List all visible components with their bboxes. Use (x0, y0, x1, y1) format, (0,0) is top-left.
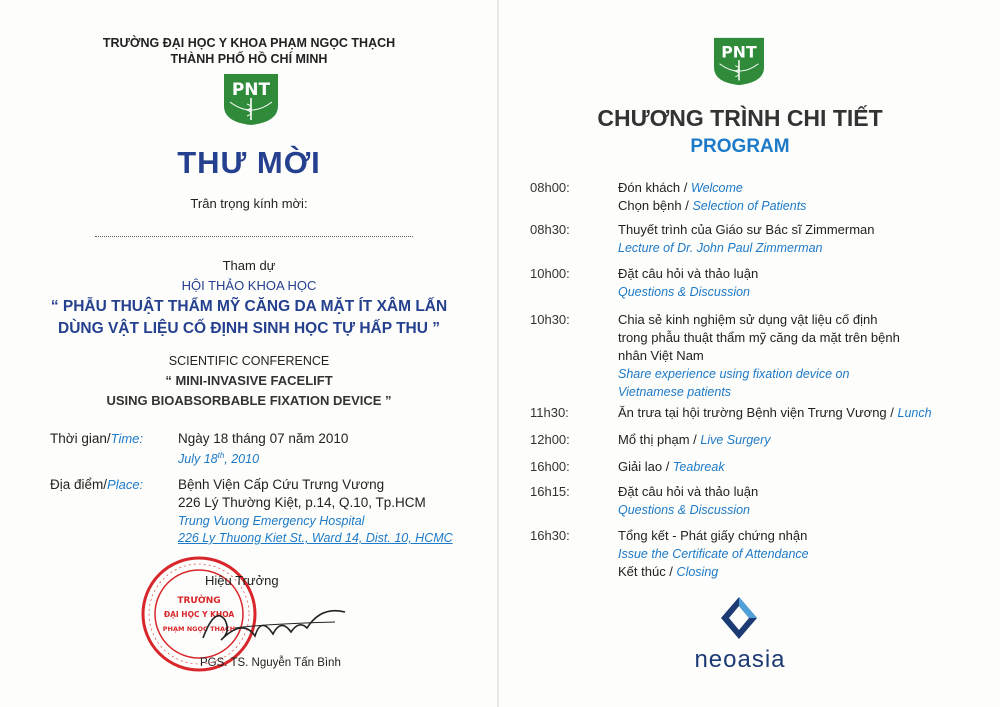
schedule-text-vn: Giải lao / (618, 459, 673, 474)
schedule-time: 10h00: (530, 266, 570, 281)
schedule-text-en: Questions & Discussion (618, 503, 751, 517)
schedule-text-vn: Mổ thị phạm / (618, 432, 701, 447)
schedule-text-en: Welcome (691, 181, 743, 195)
schedule-text-en: Live Surgery (700, 433, 771, 447)
letter-title: THƯ MỜI (177, 145, 321, 180)
schedule-line (618, 266, 758, 281)
topic-en-line2: USING BIOABSORBABLE FIXATION DEVICE ” (106, 393, 392, 408)
schedule-text-en: Closing (676, 565, 719, 579)
topic-vn-line2: DÙNG VẬT LIỆU CỐ ĐỊNH SINH HỌC TỰ HẤP THU ” (58, 320, 440, 337)
schedule-line (618, 484, 758, 499)
svg-text:TRƯỜNG: TRƯỜNG (177, 596, 221, 606)
svg-text:PHẠM NGỌC THẠCH: PHẠM NGỌC THẠCH (162, 625, 236, 633)
schedule-line (618, 284, 750, 299)
schedule-text-vn: Chọn bệnh / (618, 198, 693, 213)
schedule-time: 10h30: (530, 312, 570, 327)
schedule-line (618, 546, 809, 561)
schedule-line (618, 330, 900, 345)
schedule-line (618, 180, 743, 195)
sponsor-logo-text: neoasia (694, 646, 786, 673)
place-label: Địa điểm/Place: (50, 477, 144, 492)
schedule-line (618, 405, 932, 420)
invitee-blank-line (95, 236, 413, 237)
conference-label-vn: HỘI THẢO KHOA HỌC (181, 278, 317, 293)
schedule-text-vn: Đặt câu hỏi và thảo luận (618, 484, 759, 499)
signer-name: PGS. TS. Nguyễn Tấn Bình (200, 657, 341, 669)
time-value-en: July 18th, 2010 (178, 451, 260, 467)
time-label: Thời gian/Time: (50, 431, 144, 446)
schedule-text-en: Teabreak (672, 460, 725, 474)
schedule-text-vn: Ăn trưa tại hội trường Bệnh viện Trưng Vương / (618, 405, 898, 420)
schedule-text-en: Lecture of Dr. John Paul Zimmerman (618, 241, 823, 255)
place-vn-line1: Bệnh Viện Cấp Cứu Trưng Vương (178, 477, 385, 492)
salutation: Trân trọng kính mời: (190, 196, 308, 211)
schedule-text-en: Selection of Patients (692, 199, 807, 213)
schedule-time: 12h00: (530, 432, 570, 447)
schedule-line (618, 502, 750, 517)
svg-text:PNT: PNT (721, 42, 757, 62)
pnt-logo (712, 36, 766, 86)
schedule-time: 08h00: (530, 180, 570, 195)
pnt-logo (222, 72, 280, 126)
schedule-line (618, 564, 718, 579)
time-value-vn: Ngày 18 tháng 07 năm 2010 (178, 431, 349, 446)
schedule-text-vn: trong phẫu thuật thẩm mỹ căng da mặt trên bệnh (618, 330, 900, 345)
university-city: THÀNH PHỐ HỒ CHÍ MINH (170, 52, 328, 66)
schedule-text-vn: Tổng kết - Phát giấy chứng nhận (618, 528, 808, 543)
topic-vn-line1: “ PHẪU THUẬT THẨM MỸ CĂNG DA MẶT ÍT XÂM LẤN (50, 298, 448, 315)
schedule-text-en: Questions & Discussion (618, 285, 751, 299)
program-title-vn: CHƯƠNG TRÌNH CHI TIẾT (597, 105, 883, 131)
schedule-line (618, 366, 849, 381)
schedule-line (618, 432, 771, 447)
invitation-panel (0, 0, 498, 707)
signature (195, 598, 355, 650)
university-name: TRƯỜNG ĐẠI HỌC Y KHOA PHẠM NGỌC THẠCH (102, 36, 396, 50)
svg-text:ĐẠI HỌC Y KHOA: ĐẠI HỌC Y KHOA (163, 610, 235, 619)
schedule-line (618, 240, 822, 255)
schedule-text-vn: Đặt câu hỏi và thảo luận (618, 266, 759, 281)
program-title-en: PROGRAM (690, 136, 790, 157)
topic-en-line1: “ MINI-INVASIVE FACELIFT (165, 373, 333, 388)
schedule-time: 08h30: (530, 222, 570, 237)
schedule-line (618, 312, 877, 327)
schedule-time: 16h30: (530, 528, 570, 543)
schedule-line (618, 222, 875, 237)
place-en-line2: 226 Ly Thuong Kiet St., Ward 14, Dist. 10, HCMC (178, 531, 453, 545)
schedule-text-vn: Đón khách / (618, 180, 691, 195)
schedule-text-vn: Thuyết trình của Giáo sư Bác sĩ Zimmerman (618, 222, 875, 237)
schedule-line (618, 198, 806, 213)
schedule-text-vn: nhân Việt Nam (618, 348, 704, 363)
signer-title: Hiệu Trưởng (205, 573, 279, 588)
schedule-text-en: Vietnamese patients (618, 385, 732, 399)
schedule-text-en: Share experience using fixation device on (618, 367, 850, 381)
neoasia-logo-mark (719, 595, 759, 641)
schedule-time: 11h30: (530, 405, 569, 420)
schedule-text-en: Lunch (897, 406, 932, 420)
program-panel (500, 0, 1000, 707)
schedule-text-vn: Chia sẻ kinh nghiệm sử dụng vật liệu cố định (618, 312, 878, 327)
schedule-line (618, 384, 731, 399)
schedule-line (618, 348, 704, 363)
schedule-text-vn: Kết thúc / (618, 564, 677, 579)
schedule-text-en: Issue the Certificate of Attendance (618, 547, 809, 561)
place-vn-line2: 226 Lý Thường Kiệt, p.14, Q.10, Tp.HCM (178, 495, 426, 510)
schedule-line (618, 528, 807, 543)
conference-label-en: SCIENTIFIC CONFERENCE (168, 354, 330, 368)
svg-text:PNT: PNT (231, 80, 271, 100)
schedule-time: 16h15: (530, 484, 570, 499)
schedule-line (618, 459, 725, 474)
schedule-time: 16h00: (530, 459, 570, 474)
attend-label: Tham dự (222, 258, 276, 273)
place-en-line1: Trung Vuong Emergency Hospital (178, 514, 365, 528)
fold-line (497, 0, 499, 707)
